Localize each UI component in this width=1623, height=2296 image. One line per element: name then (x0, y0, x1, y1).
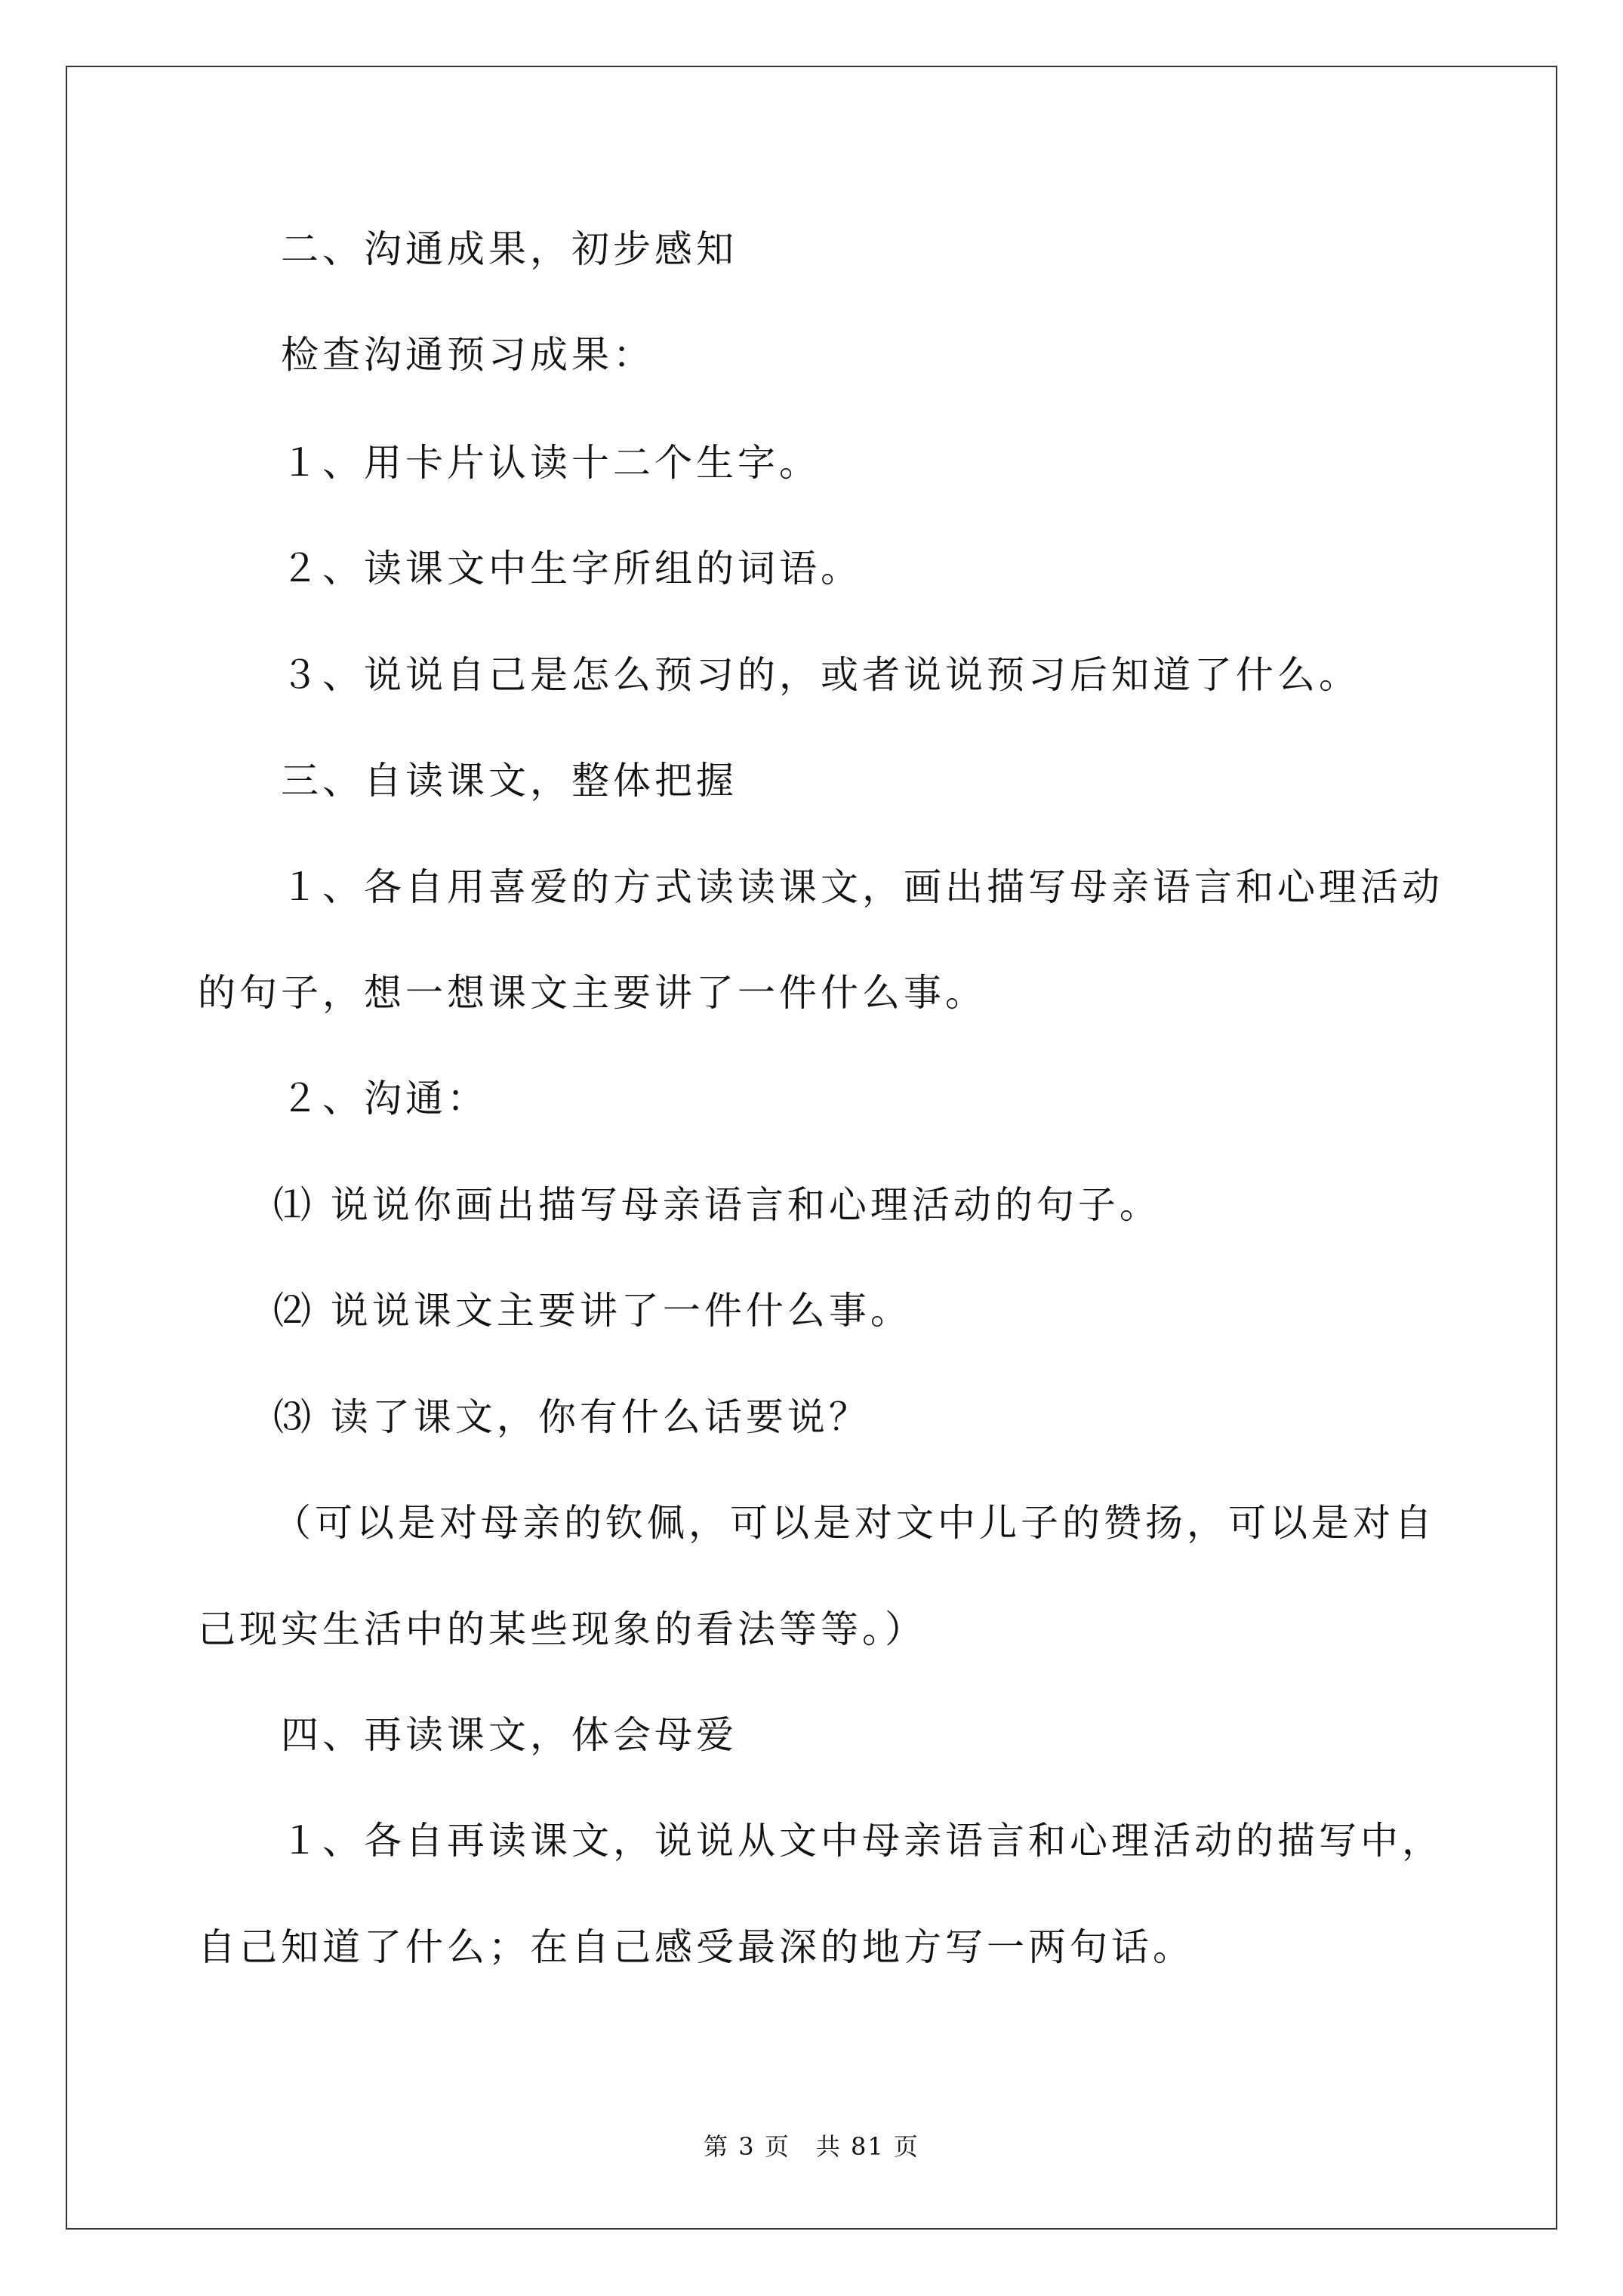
heading-section-3: 三、自读课文，整体把握 (281, 759, 738, 803)
page-border (66, 66, 1557, 2230)
heading-section-2: 二、沟通成果，初步感知 (281, 227, 738, 271)
sub-item-1: ⑴ 说说你画出描写母亲语言和心理活动的句子。 (273, 1183, 1161, 1227)
paragraph-continuation: 自己知道了什么；在自己感受最深的地方写一两句话。 (198, 1925, 1194, 1969)
list-item-1: １、各自再读课文，说说从文中母亲语言和心理活动的描写中， (281, 1819, 1443, 1863)
list-item-1: １、各自用喜爱的方式读读课文，画出描写母亲语言和心理活动 (281, 865, 1443, 909)
sub-item-2: ⑵ 说说课文主要讲了一件什么事。 (273, 1289, 912, 1333)
list-item-2: ２、沟通： (281, 1077, 488, 1120)
paragraph-line: （可以是对母亲的钦佩，可以是对文中儿子的赞扬，可以是对自 (273, 1501, 1436, 1545)
paragraph-continuation: 的句子，想一想课文主要讲了一件什么事。 (198, 971, 987, 1015)
heading-section-4: 四、再读课文，体会母爱 (281, 1713, 738, 1757)
paragraph-line: 检查沟通预习成果： (281, 333, 654, 377)
paragraph-continuation: 己现实生活中的某些现象的看法等等。） (198, 1607, 926, 1651)
page-number: 第 3 页 共 81 页 (704, 2132, 919, 2161)
sub-item-3: ⑶ 读了课文，你有什么话要说？ (273, 1395, 870, 1439)
list-item-3: ３、说说自己是怎么预习的，或者说说预习后知道了什么。 (281, 653, 1360, 697)
list-item-2: ２、读课文中生字所组的词语。 (281, 547, 862, 590)
list-item-1: １、用卡片认读十二个生字。 (281, 441, 821, 485)
